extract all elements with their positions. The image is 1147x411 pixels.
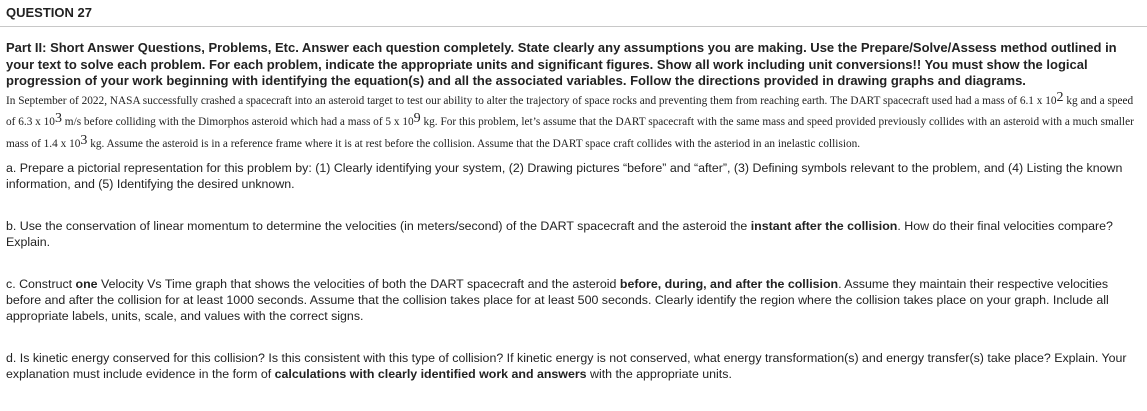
part-b: [6, 218, 1142, 250]
problem-text-5: kg. Assume the asteroid is in a reference frame where it is at rest before the collision. Assume that the DART space craft collides with the asteriod in an inelastic collision.: [87, 137, 861, 150]
part-d-text-2: with the appropriate units.: [586, 366, 732, 381]
exponent-2: 3: [54, 111, 62, 127]
problem-text-2: kg and a speed of 6.3 x 10: [6, 94, 1134, 129]
problem-text-4: kg. For this problem, let’s assume that the DART spacecraft with the same mass and speed provided previously collides with an asteroid with a much smaller mass of 1.4 x 10: [6, 116, 1134, 150]
question-title: QUESTION 27: [6, 5, 92, 20]
exponent-4: 3: [80, 132, 88, 148]
part-c-emphasis-2: before, during, and after the collision: [619, 276, 839, 291]
part-b-text-1: b. Use the conservation of linear momentum to determine the velocities (in meters/second) of the DART spacecraft and the asteroid the: [6, 218, 751, 233]
part-c-text-2: Velocity Vs Time graph that shows the velocities of both the DART spacecraft and the asteroid: [97, 276, 620, 291]
question-content: [6, 40, 1142, 382]
part-d: [6, 350, 1142, 382]
question-header: [0, 0, 1147, 27]
part-c: [6, 276, 1142, 324]
exponent-1: 2: [1056, 89, 1064, 105]
part-a: a. Prepare a pictorial representation for this problem by: (1) Clearly identifying your system, (2) Drawing pictures “before” and “after”, (3) Defining symbols relevant to the problem, and (4) Listing the known information, and (5) Identifying the desired unknown.: [6, 160, 1123, 191]
instructions-text: Part II: Short Answer Questions, Problems, Etc. Answer each question completely. State clearly any assumptions you are making. Use the Prepare/Solve/Assess method outlined in your text to solve each problem. For each problem, indicate the appropriate units and significant figures. Show all work including unit conversions!! You must show the logical progression of your work beginning with identifying the equation(s) and all the associated variables. Follow the directions provided in drawing graphs and diagrams.: [6, 40, 1117, 88]
part-c-emphasis-1: one: [75, 276, 98, 291]
part-c-text-1: c. Construct: [6, 276, 76, 291]
part-b-text-2: . How do their final velocities compare? Explain.: [6, 218, 1113, 249]
part-d-text-1: d. Is kinetic energy conserved for this collision? Is this consistent with this type of collision? If kinetic energy is not conserved, what energy transformation(s) and energy transfer(s) take place? Explain. Your explanation must include evidence in the form of: [6, 350, 1127, 381]
part-b-emphasis: instant after the collision: [750, 218, 898, 233]
problem-text-1: In September of 2022, NASA successfully crashed a spacecraft into an asteroid target to test our ability to alter the trajectory of space rocks and preventing them from reaching earth. The DART spacecraft used had a mass of 6.1 x 10: [6, 94, 1057, 107]
problem-statement: [6, 91, 1142, 156]
part-d-emphasis: calculations with clearly identified work and answers: [274, 366, 587, 381]
problem-text-3: m/s before colliding with the Dimorphos asteroid which had a mass of 5 x 10: [61, 116, 414, 129]
exponent-3: 9: [413, 111, 421, 127]
part-c-text-3: . Assume they maintain their respective velocities before and after the collision for at least 1000 seconds. Assume that the collision takes place for at least 500 seconds. Clearly identify the region where the collision takes place on your graph. Include all appropriate labels, units, scale, and values with the correct signs.: [6, 276, 1109, 323]
